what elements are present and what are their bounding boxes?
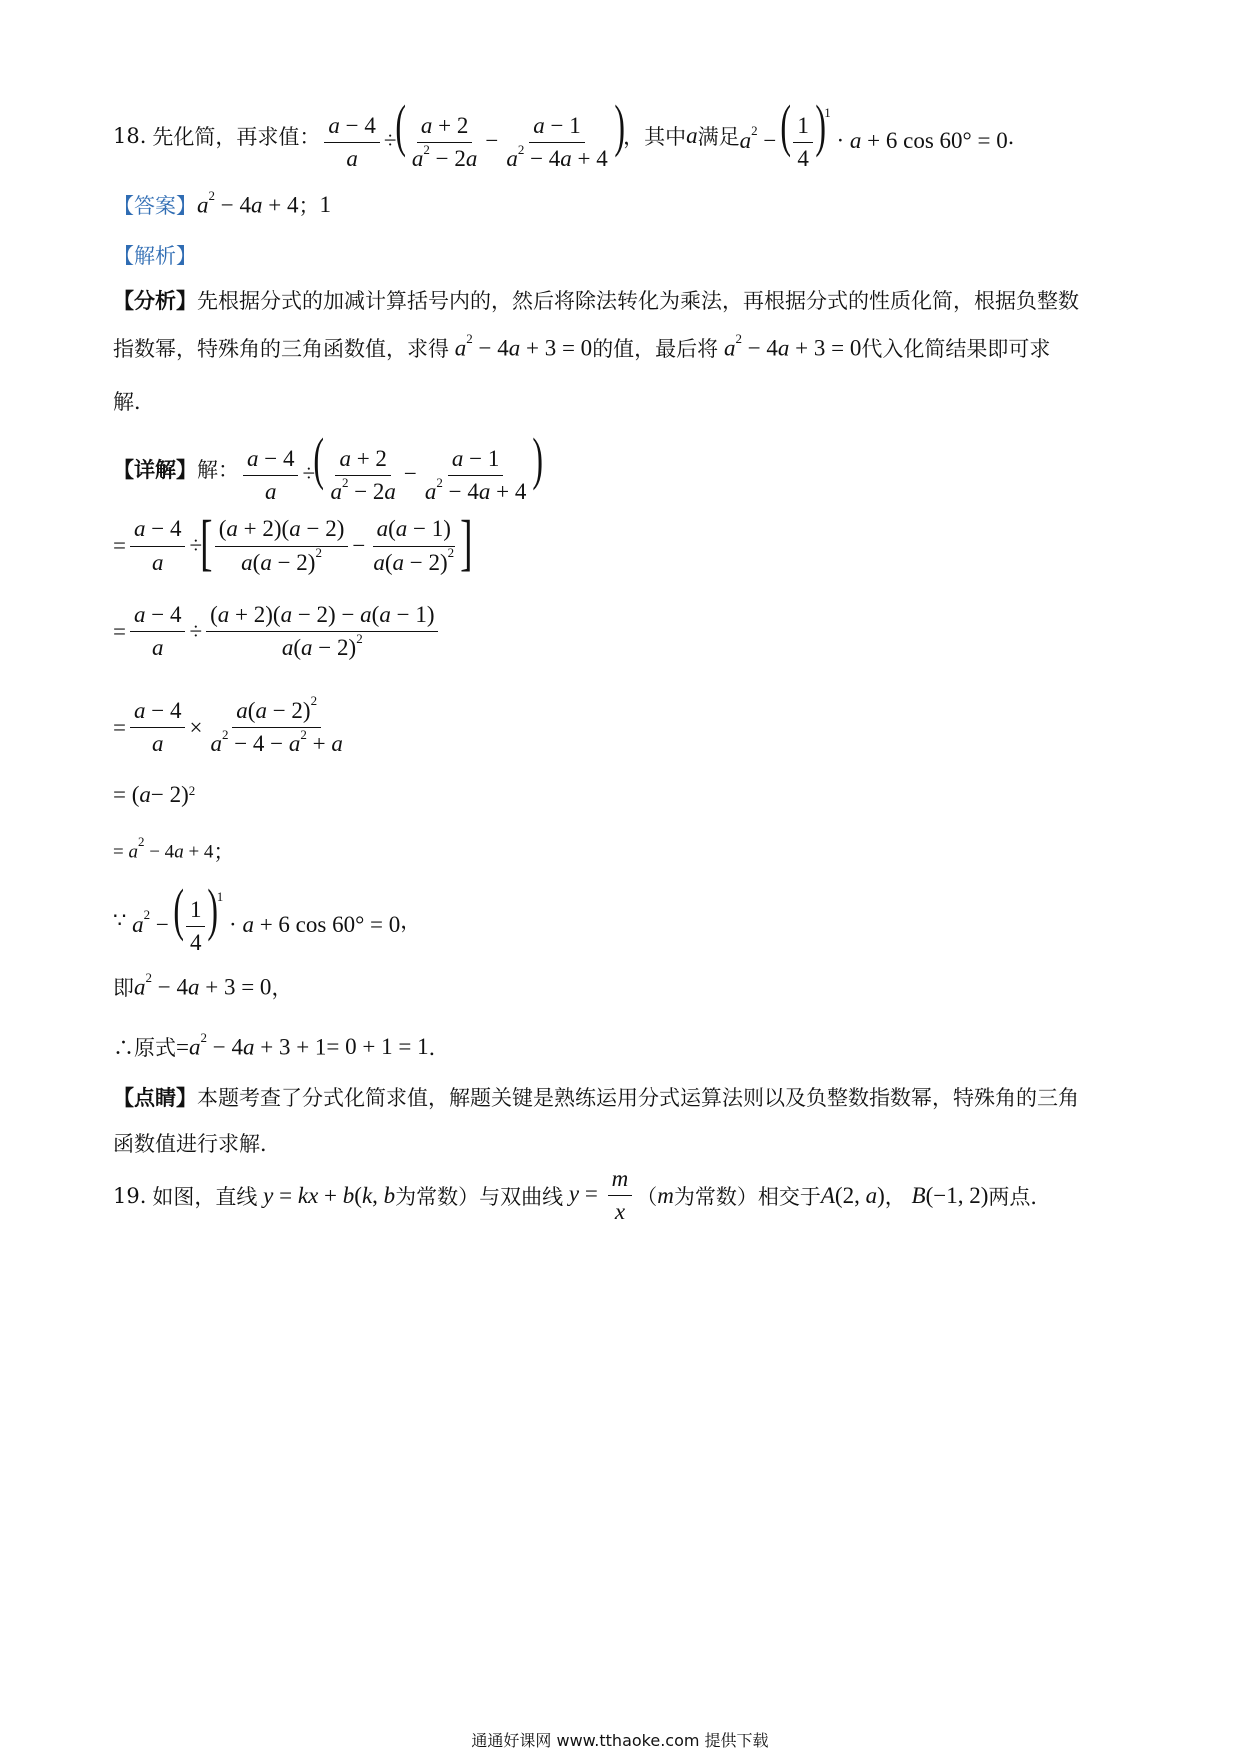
dianjing-line-2: [113, 1128, 281, 1158]
fenxi-eq-2: $a^2 - 4a + 3 = 0$: [723, 330, 862, 361]
q19-t6: 两点．: [988, 1184, 1052, 1209]
fenxi-text-2a: 指数幂，特殊角的三角函数值，求得: [113, 337, 449, 361]
fenxi-line-1: [113, 285, 1079, 315]
dianjing-text-1: 本题考查了分式化简求值，解题关键是熟练运用分式运算法则以及负整数指数幂，特殊角的三角: [197, 1086, 1079, 1110]
therefore-result: = 0 + 1 = 1: [326, 1034, 429, 1059]
step-ji: [113, 969, 293, 1002]
q19-m: m: [657, 1182, 674, 1208]
dianjing-line-1: [113, 1082, 1079, 1112]
therefore-label: ∴原式: [113, 1036, 176, 1060]
analysis-line: [113, 240, 197, 270]
xiangjie-line: [113, 426, 544, 506]
xiangjie-lead: 解：: [197, 458, 239, 483]
fenxi-text-1: 先根据分式的加减计算括号内的，然后将除法转化为乘法，再根据分式的性质化简，根据负整数: [197, 289, 1079, 313]
step-1: = $\frac{a - 4}{a}$ ÷ [ $\frac{(a + 2)(a - 2)}{a(a - 2)^2}$ − $\frac{a(a - 1)}{a(a - 2)^2}$ ]: [113, 509, 473, 577]
step-3: = $\frac{a - 4}{a}$ × $\frac{a(a - 2)^2}{a^2 - 4 - a^2 + a}$: [113, 693, 343, 757]
because-symbol: ∵: [113, 908, 127, 933]
fenxi-text-3: 解．: [113, 390, 155, 414]
therefore-period: ．: [428, 1036, 450, 1060]
question-18: [113, 93, 1029, 173]
answer-expression: $a^2 - 4a + 4$: [197, 187, 299, 218]
q19-t4: 为常数）相交于: [673, 1184, 821, 1209]
answer-label: 【答案】: [113, 194, 197, 218]
question-expression: $\frac{a - 4}{a}$ ÷( $\frac{a + 2}{a^2 - 2a}$ − $\frac{a - 1}{a^2 - 4a + 4}$ ): [320, 100, 623, 173]
ji-label: 即: [113, 976, 134, 1000]
q19-t5: ，: [884, 1184, 906, 1209]
question-number: 18.: [113, 124, 147, 149]
step-because: [113, 877, 422, 957]
ji-expression: $a^2 - 4a + 3 = 0$: [134, 969, 272, 1000]
q19-point-a: A(2, a): [820, 1182, 885, 1208]
q19-point-b: B(−1, 2): [911, 1182, 989, 1208]
fenxi-line-2: [113, 330, 1051, 363]
q19-t2: 为常数）与双曲线: [395, 1184, 564, 1209]
step-2: = $\frac{a - 4}{a}$ ÷ $\frac{(a + 2)(a - 2) - a(a - 1)}{a(a - 2)^2}$: [113, 602, 442, 662]
ji-comma: ，: [271, 976, 293, 1000]
step-semicolon: ；: [213, 840, 235, 864]
fenxi-label: 【分析】: [113, 288, 197, 313]
fenxi-text-2b: 的值，最后将: [592, 337, 719, 361]
question-lead: 先化简，再求值：: [152, 125, 321, 150]
answer-value: 1: [319, 192, 331, 217]
condition-expression: $a^2$ − ( $\frac{1}{4}$ )$^1$ · a + 6 cos 60° = 0: [739, 93, 1008, 172]
dianjing-text-2: 函数值进行求解．: [113, 1132, 281, 1156]
xiangjie-label: 【详解】: [113, 457, 197, 483]
step-therefore: [113, 1029, 450, 1062]
fenxi-eq-1: $a^2 - 4a + 3 = 0$: [454, 330, 593, 361]
q19-t3: （: [636, 1184, 658, 1209]
therefore-expression: $=a^2 - 4a + 3 + 1$: [176, 1029, 327, 1060]
because-comma: ，: [400, 909, 422, 934]
q19-number: 19.: [113, 1183, 147, 1208]
q19-t1: 如图，直线: [152, 1184, 258, 1209]
fenxi-line-3: [113, 386, 155, 416]
fenxi-text-2c: 代入化简结果即可求: [861, 337, 1051, 361]
analysis-label: 【解析】: [113, 244, 197, 268]
page-footer: 通通好课网 www.tthaoke.com 提供下载: [471, 1731, 769, 1750]
question-satisfy: 满足: [697, 125, 740, 150]
because-expression: $a^2$ − ( $\frac{1}{4}$ )$^1$ · a + 6 cos 60° = 0: [132, 877, 401, 956]
step-4: = ( a − 2) $^2$: [113, 782, 196, 807]
answer-sep: ；: [298, 194, 320, 218]
question-19: [113, 1166, 1051, 1226]
answer-line: [113, 187, 331, 220]
question-mid: ，其中: [623, 125, 687, 150]
q19-line-eq: y = kx + b(k, b: [263, 1182, 396, 1208]
question-end: ．: [1007, 125, 1029, 150]
var-a: a: [686, 123, 698, 149]
step-0: $\frac{a - 4}{a}$ ÷( $\frac{a + 2}{a^2 - 2a}$ − $\frac{a - 1}{a^2 - 4a + 4}$ ): [239, 433, 542, 506]
step-5: = $a^2 - 4a + 4$ ；: [113, 834, 235, 864]
q19-hyperbola: y = $\frac{m}{x}$: [563, 1166, 636, 1226]
dianjing-label: 【点睛】: [113, 1085, 197, 1110]
